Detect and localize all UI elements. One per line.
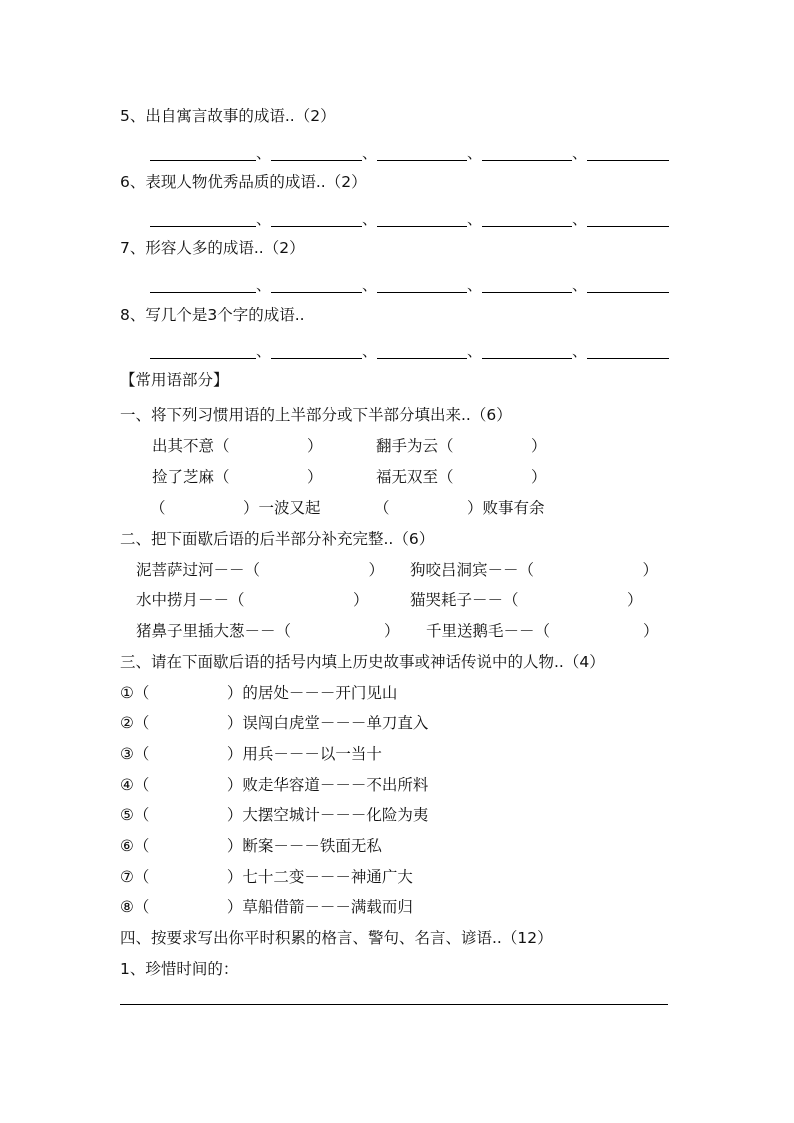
list-item[interactable]: ⑤（ ）大摆空城计－－－化险为夷 — [120, 806, 429, 824]
answer-blank[interactable] — [150, 144, 256, 161]
answer-blank[interactable] — [377, 342, 467, 359]
question-8: 8、写几个是3个字的成语.. — [120, 306, 305, 324]
answer-blank[interactable] — [482, 276, 572, 293]
fill-item[interactable]: （ ）一波又起 — [150, 499, 321, 517]
section-heading: 【常用语部分】 — [120, 371, 229, 389]
answer-blank[interactable] — [271, 342, 362, 359]
fill-item[interactable]: （ ）败事有余 — [374, 499, 545, 517]
answer-blank[interactable] — [377, 276, 467, 293]
section-3-title: 三、请在下面歇后语的括号内填上历史故事或神话传说中的人物..（4） — [120, 653, 605, 671]
answer-blank[interactable] — [377, 210, 467, 227]
answer-blank[interactable] — [150, 342, 256, 359]
answer-blank[interactable] — [482, 210, 572, 227]
list-item[interactable]: ①（ ）的居处－－－开门见山 — [120, 684, 398, 702]
answer-blank[interactable] — [150, 210, 256, 227]
list-item[interactable]: ⑧（ ）草船借箭－－－满载而归 — [120, 898, 413, 916]
fill-item[interactable]: 水中捞月－－（ ） — [136, 591, 369, 609]
fill-item[interactable]: 千里送鹅毛－－（ ） — [426, 622, 659, 640]
fill-item[interactable]: 翻手为云（ ） — [376, 437, 547, 455]
list-item[interactable]: ④（ ）败走华容道－－－不出所料 — [120, 776, 429, 794]
answer-blank[interactable] — [150, 276, 256, 293]
list-item[interactable]: ⑥（ ）断案－－－铁面无私 — [120, 837, 382, 855]
fill-item[interactable]: 捡了芝麻（ ） — [152, 468, 323, 486]
section-1-title: 一、将下列习惯用语的上半部分或下半部分填出来..（6） — [120, 406, 512, 424]
answer-blank[interactable] — [587, 342, 669, 359]
answer-blanks-8: 、 、 、 、 — [150, 339, 669, 359]
fill-item[interactable]: 福无双至（ ） — [376, 468, 547, 486]
answer-blank[interactable] — [377, 144, 467, 161]
answer-blanks-6: 、 、 、 、 — [150, 207, 669, 227]
section-2-title: 二、把下面歇后语的后半部分补充完整..（6） — [120, 530, 435, 548]
list-item[interactable]: ②（ ）误闯白虎堂－－－单刀直入 — [120, 714, 429, 732]
question-7: 7、形容人多的成语..（2） — [120, 239, 305, 257]
answer-line[interactable] — [120, 1004, 668, 1005]
list-item[interactable]: ⑦（ ）七十二变－－－神通广大 — [120, 868, 413, 886]
answer-blanks-5: 、 、 、 、 — [150, 141, 669, 161]
answer-blank[interactable] — [271, 144, 362, 161]
fill-item[interactable]: 泥菩萨过河－－（ ） — [136, 561, 385, 579]
answer-blank[interactable] — [482, 342, 572, 359]
question-4-1: 1、珍惜时间的： — [120, 960, 239, 978]
fill-item[interactable]: 出其不意（ ） — [152, 437, 323, 455]
answer-blanks-7: 、 、 、 、 — [150, 273, 669, 293]
list-item[interactable]: ③（ ）用兵－－－以一当十 — [120, 745, 382, 763]
fill-item[interactable]: 狗咬吕洞宾－－（ ） — [410, 561, 659, 579]
fill-item[interactable]: 猪鼻子里插大葱－－（ ） — [136, 622, 400, 640]
answer-blank[interactable] — [271, 210, 362, 227]
section-4-title: 四、按要求写出你平时积累的格言、警句、名言、谚语..（12） — [120, 929, 553, 947]
answer-blank[interactable] — [271, 276, 362, 293]
answer-blank[interactable] — [587, 210, 669, 227]
answer-blank[interactable] — [587, 144, 669, 161]
fill-item[interactable]: 猫哭耗子－－（ ） — [410, 591, 643, 609]
answer-blank[interactable] — [587, 276, 669, 293]
question-6: 6、表现人物优秀品质的成语..（2） — [120, 173, 367, 191]
question-5: 5、出自寓言故事的成语..（2） — [120, 107, 336, 125]
answer-blank[interactable] — [482, 144, 572, 161]
